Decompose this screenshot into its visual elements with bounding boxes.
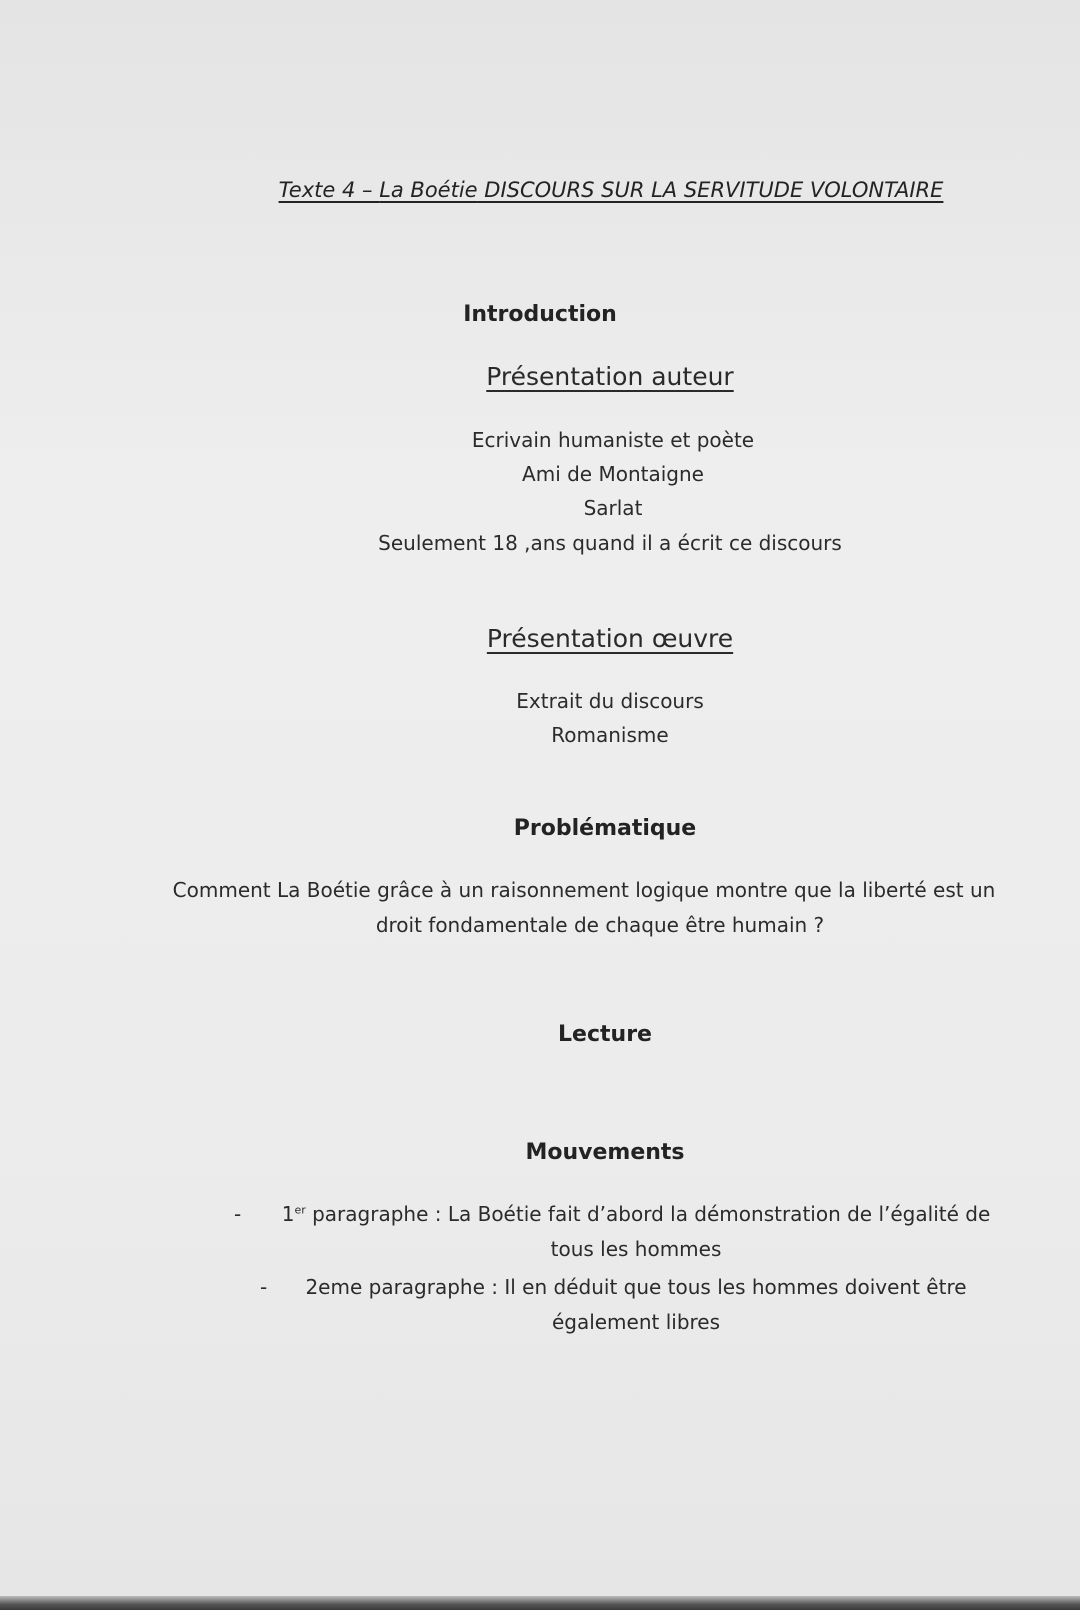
author-line-1: Ecrivain humaniste et poète [471, 428, 755, 452]
document-title [0, 178, 1080, 202]
introduction-heading: Introduction [463, 302, 617, 327]
problematique-line-1: Comment La Boétie grâce à un raisonnement logique montre que la liberté est un [172, 878, 996, 902]
list-item-line-1: 2eme paragraphe : Il en déduit que tous les hommes doivent être [305, 1275, 967, 1299]
list-item-number: 1 [281, 1202, 295, 1226]
list-item-dash: - [234, 1202, 242, 1226]
mouvements-heading: Mouvements [525, 1140, 685, 1165]
problematique-line-2: droit fondamentale de chaque être humain ? [375, 913, 825, 937]
list-item-line-2: également libres [551, 1310, 721, 1334]
list-item-line-2: tous les hommes [550, 1237, 722, 1261]
list-item-ordinal: er [294, 1203, 306, 1217]
author-line-3: Sarlat [583, 496, 643, 520]
title-prefix: Texte 4 – [278, 178, 380, 202]
title-author: La Boétie [379, 178, 478, 202]
list-item-text: paragraphe : La Boétie fait d’abord la démonstration de l’égalité de [305, 1202, 991, 1226]
problematique-heading: Problématique [513, 816, 697, 841]
page-bottom-edge [0, 1596, 1080, 1610]
work-section-heading: Présentation œuvre [486, 624, 734, 653]
work-line-1: Extrait du discours [516, 689, 704, 713]
lecture-heading: Lecture [558, 1022, 652, 1047]
author-section-heading: Présentation auteur [486, 362, 734, 391]
work-line-2: Romanisme [551, 723, 669, 747]
title-work: DISCOURS SUR LA SERVITUDE VOLONTAIRE [477, 178, 944, 202]
list-item-line-1 [96, 1202, 1080, 1226]
list-item-dash: - [260, 1275, 268, 1299]
author-line-2: Ami de Montaigne [522, 462, 704, 486]
author-line-4: Seulement 18 ,ans quand il a écrit ce discours [378, 531, 842, 555]
